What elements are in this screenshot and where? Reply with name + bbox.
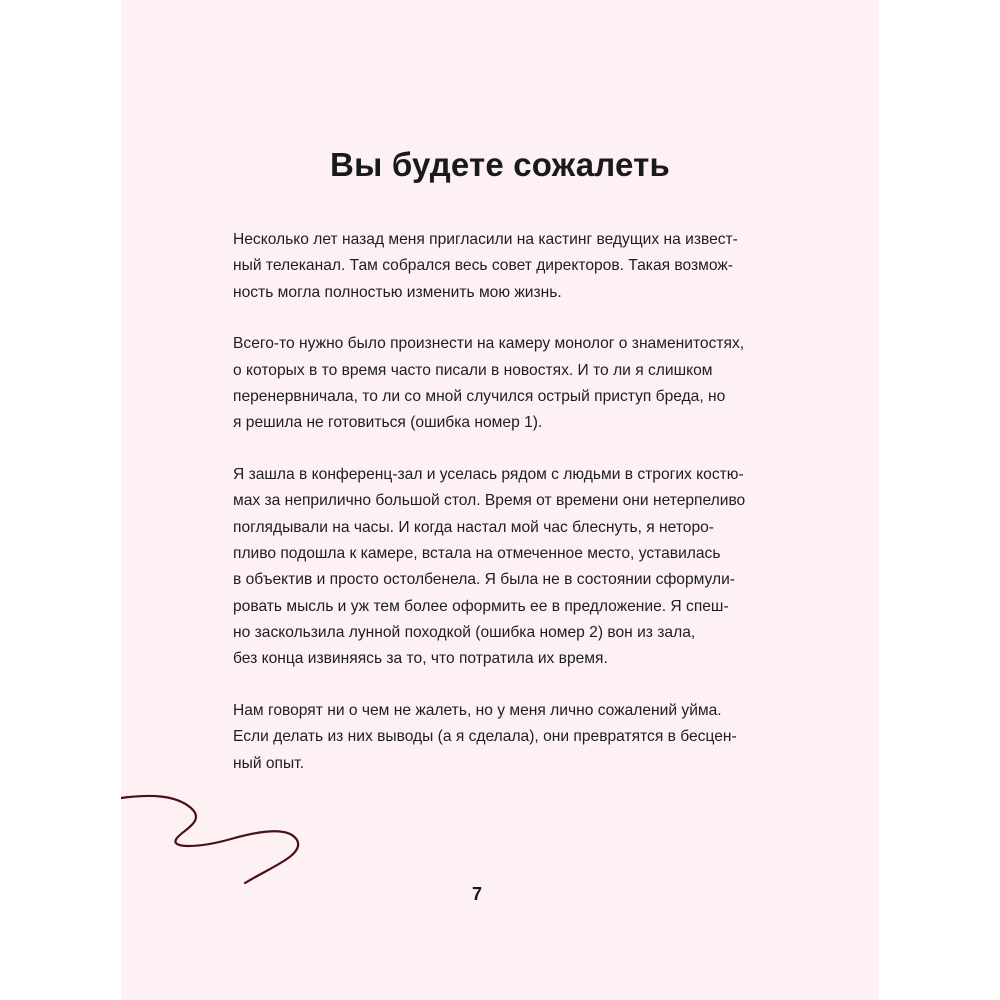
text-line: перенервничала, то ли со мной случился острый приступ бреда, но bbox=[233, 387, 726, 405]
text-line: Если делать из них выводы (а я сделала), они превратятся в бесцен- bbox=[233, 728, 737, 746]
decorative-squiggle-icon bbox=[121, 785, 321, 895]
squiggle-stroke bbox=[121, 796, 298, 883]
book-page bbox=[121, 0, 879, 1000]
text-line: ный телеканал. Там собрался весь совет директоров. Такая возмож- bbox=[233, 257, 733, 275]
paragraph-2 bbox=[233, 331, 773, 437]
paragraph-3 bbox=[233, 462, 773, 673]
chapter-title: Вы будете сожалеть bbox=[330, 146, 670, 183]
body-text bbox=[233, 227, 773, 802]
text-line: мах за неприлично большой стол. Время от времени они нетерпеливо bbox=[233, 492, 746, 510]
text-line: Я зашла в конференц-зал и уселась рядом с людьми в строгих костю- bbox=[233, 465, 744, 483]
text-line: Несколько лет назад меня пригласили на кастинг ведущих на извест- bbox=[233, 231, 738, 248]
text-line: ровать мысль и уж тем более оформить ее в предложение. Я спеш- bbox=[233, 597, 729, 615]
text-line: в объектив и просто остолбенела. Я была не в состоянии сформули- bbox=[233, 571, 735, 589]
page-number: 7 bbox=[471, 884, 482, 904]
text-line: Всего-то нужно было произнести на камеру монолог о знаменитостях, bbox=[233, 335, 745, 353]
text-line: ный опыт. bbox=[233, 754, 304, 772]
text-line: без конца извиняясь за то, что потратила их время. bbox=[233, 650, 608, 668]
paragraph-4 bbox=[233, 698, 773, 777]
text-line: ность могла полностью изменить мою жизнь. bbox=[233, 283, 562, 301]
text-line: поглядывали на часы. И когда настал мой час блеснуть, я неторо- bbox=[233, 518, 714, 536]
text-line: но заскользила лунной походкой (ошибка номер 2) вон из зала, bbox=[233, 624, 696, 642]
text-line: Нам говорят ни о чем не жалеть, но у меня лично сожалений уйма. bbox=[233, 701, 722, 719]
paragraph-1 bbox=[233, 227, 773, 306]
text-line: о которых в то время часто писали в новостях. И то ли я слишком bbox=[233, 361, 713, 379]
text-line: я решила не готовиться (ошибка номер 1). bbox=[233, 414, 543, 432]
text-line: пливо подошла к камере, встала на отмеченное место, уставилась bbox=[233, 544, 721, 562]
